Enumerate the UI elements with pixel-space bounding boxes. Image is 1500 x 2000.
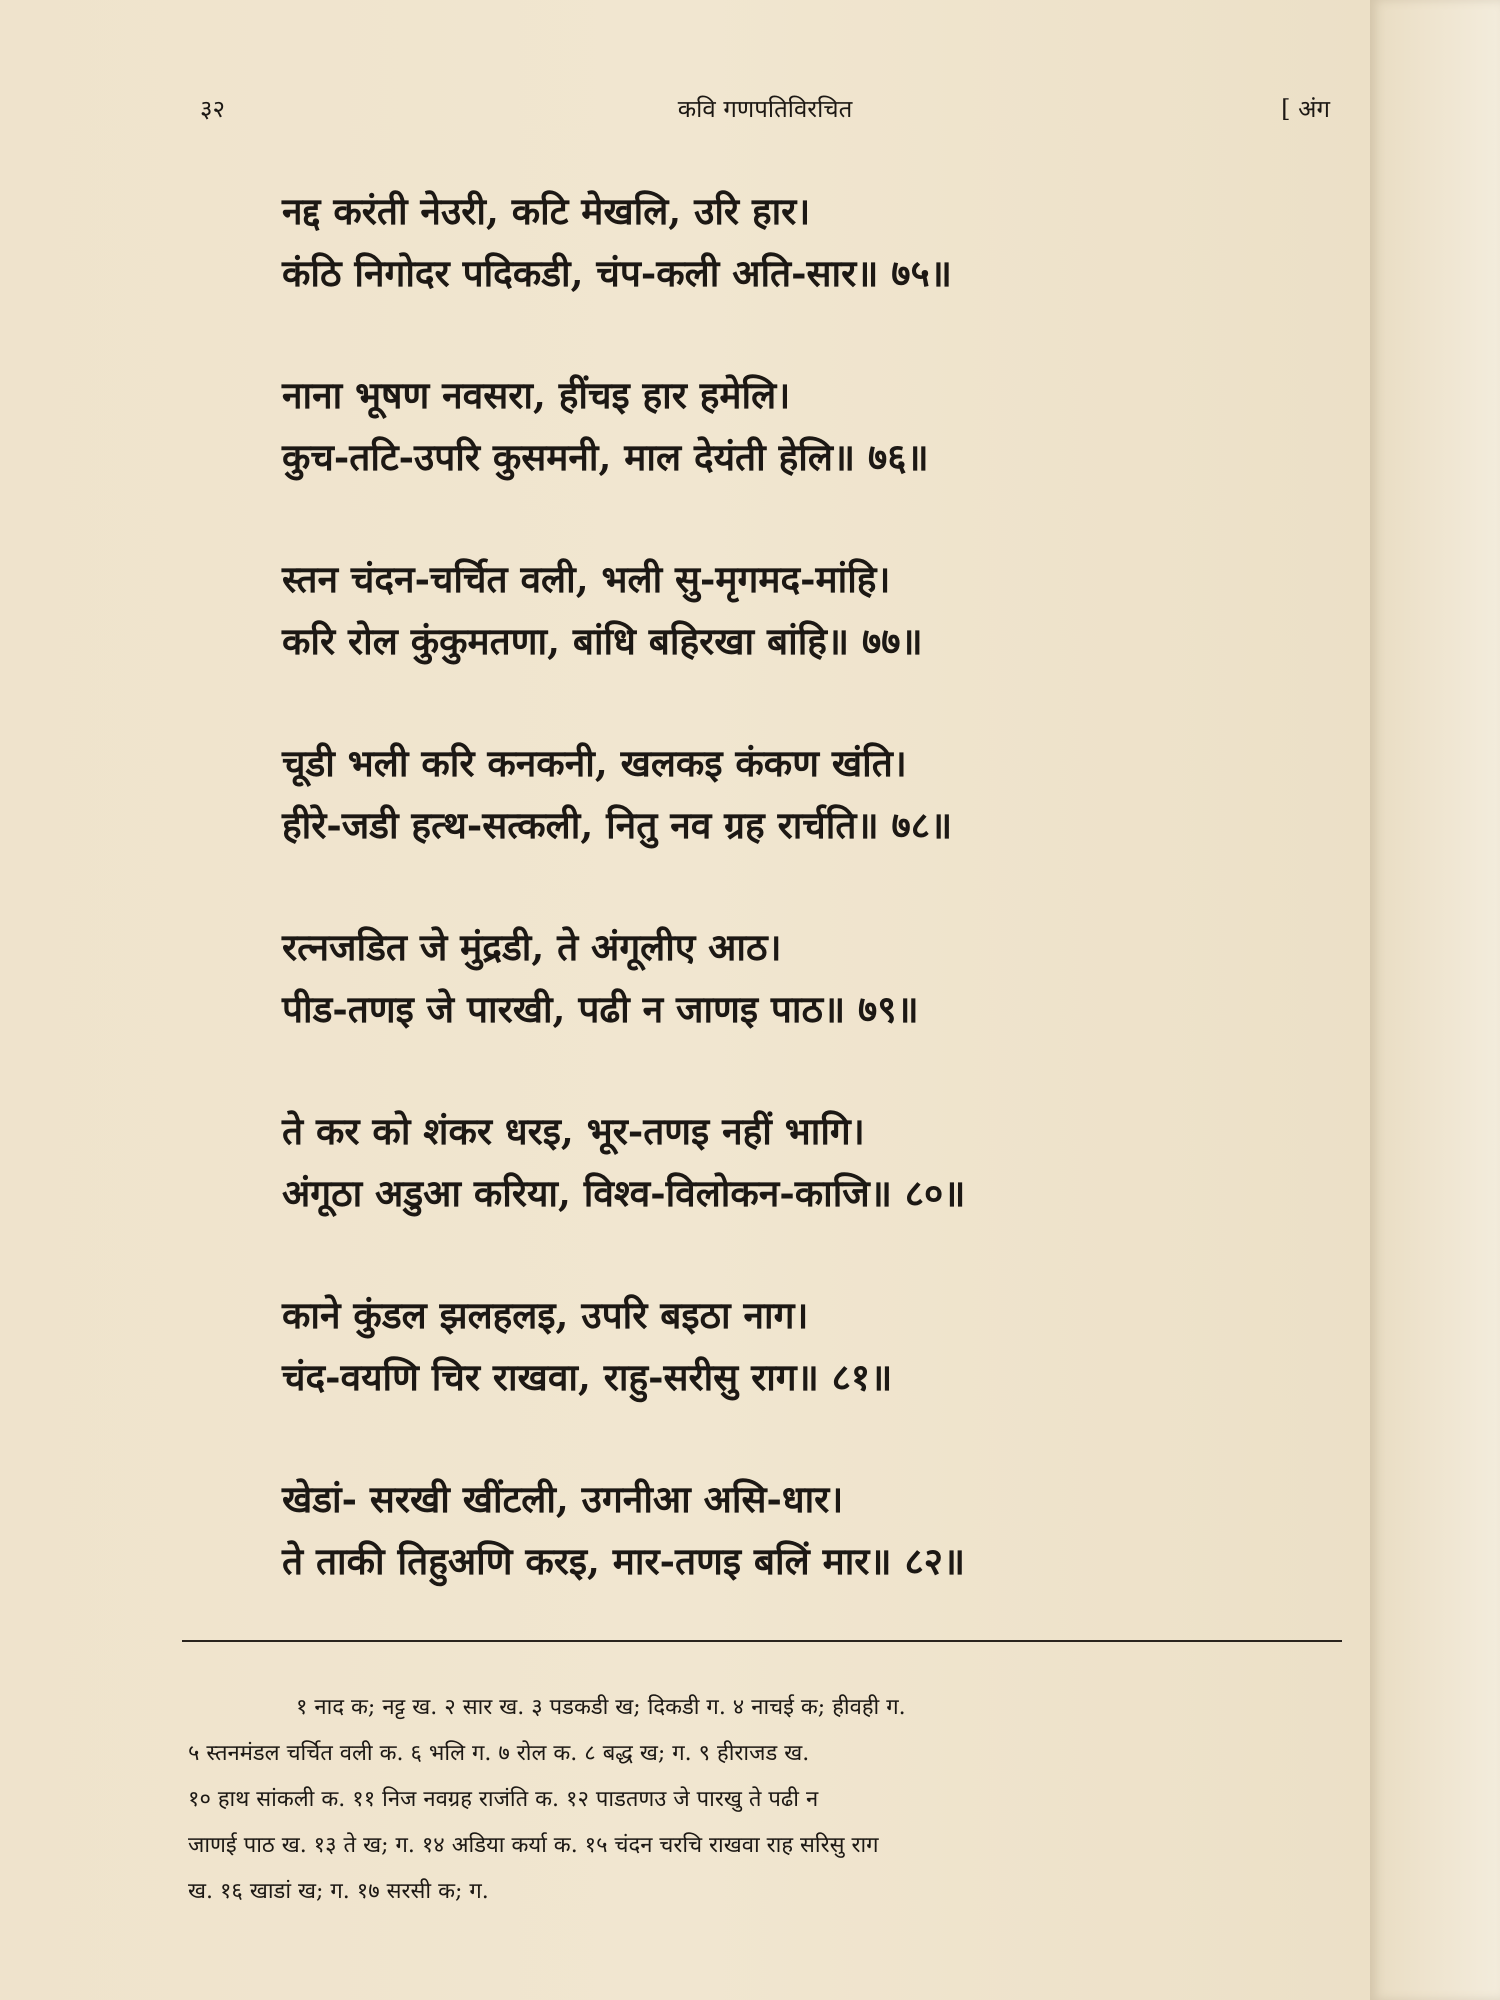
footnote-line: जाणई पाठ ख. १३ ते ख; ग. १४ अडिया कर्या क. १५ चंदन चरचि राखवा राह सरिसु राग: [188, 1833, 879, 1858]
verse-79: [282, 916, 1282, 1100]
footnote-line: ५ स्तनमंडल चर्चित वली क. ६ भलि ग. ७ रोल क. ८ बद्ध ख; ग. ९ हीराजड ख.: [188, 1741, 810, 1766]
verse-line: चंद-वयणि चिर राखवा, राहु-सरीसु राग॥ ८१॥: [282, 1355, 893, 1399]
verse-line: स्तन चंदन-चर्चित वली, भली सु-मृगमद-मांहि।: [282, 557, 891, 601]
footnotes: [188, 1685, 1338, 1915]
footnote-line: १० हाथ सांकली क. ११ निज नवग्रह राजंति क. १२ पाडतणउ जे पारखु ते पढी न: [188, 1787, 819, 1812]
verse-body: [282, 180, 1282, 1652]
verse-line: कंठि निगोदर पदिकडी, चंप-कली अति-सार॥ ७५॥: [282, 251, 952, 295]
verse-line: चूडी भली करि कनकनी, खलकइ कंकण खंति।: [282, 741, 907, 785]
verse-line: करि रोल कुंकुमतणा, बांधि बहिरखा बांहि॥ ७७॥: [282, 619, 923, 663]
verse-76: [282, 364, 1282, 548]
section-label: [ अंग: [1281, 95, 1330, 123]
verse-80: [282, 1100, 1282, 1284]
verse-line: नद्द करंती नेउरी, कटि मेखलि, उरि हार।: [282, 189, 811, 233]
verse-line: ते कर को शंकर धरइ, भूर-तणइ नहीं भागि।: [282, 1109, 865, 1153]
verse-81: [282, 1284, 1282, 1468]
verse-line: अंगूठा अडुआ करिया, विश्व-विलोकन-काजि॥ ८०॥: [282, 1171, 966, 1215]
verse-line: नाना भूषण नवसरा, हींचइ हार हमेलि।: [282, 373, 791, 417]
verse-82: [282, 1468, 1282, 1652]
verse-line: पीड-तणइ जे पारखी, पढी न जाणइ पाठ॥ ७९॥: [282, 987, 919, 1031]
footnote-line: ख. १६ खाडां ख; ग. १७ सरसी क; ग.: [188, 1879, 489, 1904]
verse-line: कुच-तटि-उपरि कुसमनी, माल देयंती हेलि॥ ७६॥: [282, 435, 929, 479]
footnote-divider: [182, 1640, 1342, 1642]
verse-line: हीरे-जडी हत्थ-सत्कली, नितु नव ग्रह रार्चति॥ ७८॥: [282, 803, 953, 847]
page-number: ३२: [200, 95, 225, 123]
verse-line: ते ताकी तिहुअणि करइ, मार-तणइ बलिं मार॥ ८२॥: [282, 1539, 966, 1583]
footnote-line: १ नाद क; नट्ट ख. २ सार ख. ३ पडकडी ख; दिकडी ग. ४ नाचई क; हीवही ग.: [296, 1695, 906, 1720]
verse-line: काने कुंडल झलहलइ, उपरि बइठा नाग।: [282, 1293, 809, 1337]
verse-78: [282, 732, 1282, 916]
verse-75: [282, 180, 1282, 364]
verse-line: रत्नजडित जे मुंद्रडी, ते अंगूलीए आठ।: [282, 925, 782, 969]
page-title: कवि गणपतिविरचित: [677, 95, 853, 123]
page-edge: [1370, 0, 1500, 2000]
verse-line: खेडां- सरखी खींटली, उगनीआ असि-धार।: [282, 1477, 844, 1521]
verse-77: [282, 548, 1282, 732]
running-header: [200, 92, 1330, 132]
